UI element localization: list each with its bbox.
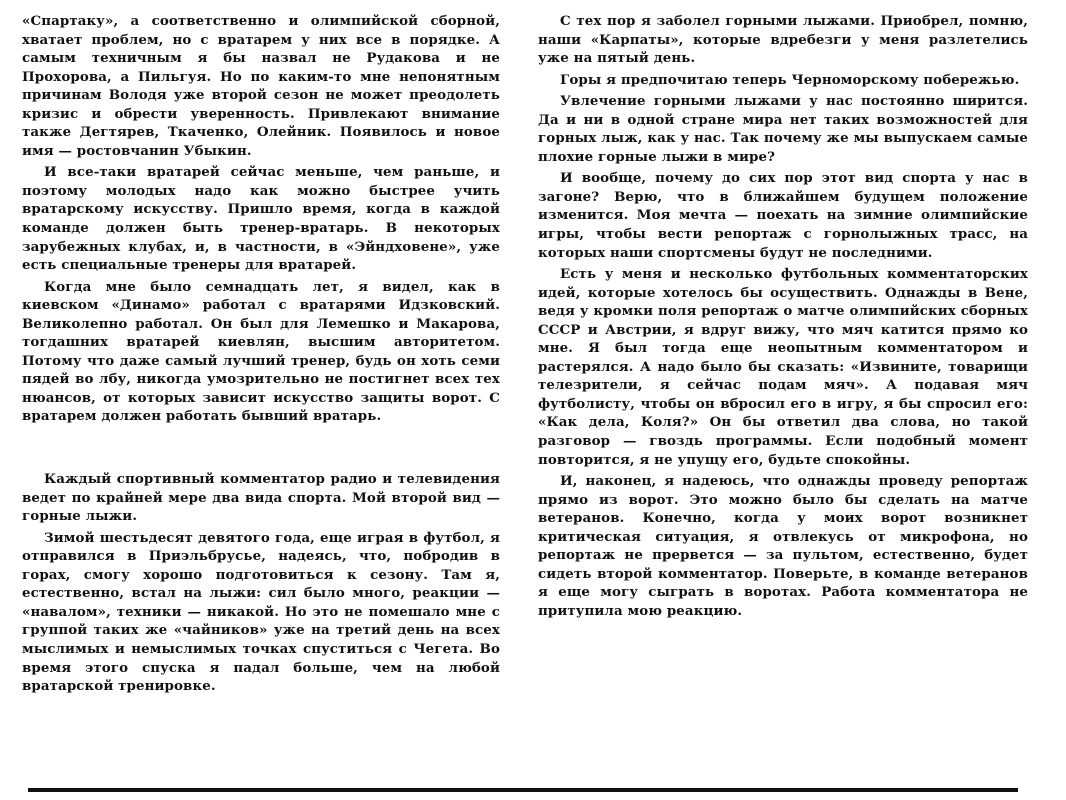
paragraph: Зимой шестьдесят девятого года, еще играя в футбол, я отправился в Приэльбрусье, надеясь, что, побродив в горах, смогу хорошо подготовиться к сезону. Там я, естественно, встал на лыжи: сил было много, реакции — «навалом», техники — никакой. Но это не помешало мне с группой таких же «чайников» уже на третий день на всех мыслимых и немыслимых точках спуститься с Чегета. Во время этого спуска я падал больше, чем на любой вратарской тренировке. [22,529,500,695]
paragraph: Горы я предпочитаю теперь Черноморскому побережью. [560,71,1020,88]
paragraph: «Спартаку», а соответственно и олимпийской сборной, хватает проблем, но с вратарем у них все в порядке. А самым техничным я бы назвал не Рудакова и не Прохорова, а Пильгуя. Но по каким-то мне непонятным причинам Володя уже второй сезон не может преодолеть кризис и обрести уверенность. Привлекают внимание также Дегтярев, Ткаченко, Олейник. Появилось и новое имя — ростовчанин Убыкин. [22,13,500,159]
paragraph: Увлечение горными лыжами у нас постоянно ширится. Да и ни в одной стране мира нет таких возможностей для горных лыж, как у нас. Так почему же мы выпускаем самые плохие горные лыжи в мире? [538,93,1028,165]
paragraph: Каждый спортивный комментатор радио и телевидения ведет по крайней мере два вида спорта. Мой второй вид — горные лыжи. [22,471,500,525]
paragraph: Есть у меня и несколько футбольных комментаторских идей, которые хотелось бы осуществить. Однажды в Вене, ведя у кромки поля репортаж о матче олимпийских сборных СССР и Австрии, я вдруг вижу, что мяч катится прямо ко мне. Я был тогда еще неопытным комментатором и растерялся. А надо было бы сказать: «Извините, товарищи телезрители, я сейчас подам мяч». А подавая мяч футболисту, чтобы он вбросил его в игру, я бы спросил его: «Как дела, Коля?» Он бы ответил два слова, но такой разговор — гвоздь программы. Если подобный момент повторится, я не упущу его, будьте спокойны. [538,266,1028,468]
left-column [22,12,500,696]
paragraph: С тех пор я заболел горными лыжами. Приобрел, помню, наши «Карпаты», которые вдребезги у меня разлетелись уже на пятый день. [538,13,1028,67]
right-column [538,12,1028,621]
paragraph: Когда мне было семнадцать лет, я видел, как в киевском «Динамо» работал с вратарями Идзковский. Великолепно работал. Он был для Лемешко и Макарова, тогдашних вратарей киевлян, высшим авторитетом. Потому что даже самый лучший тренер, будь он хоть семи пядей во лбу, никогда умозрительно не постигнет всех тех нюансов, от которых зависит искусство защиты ворот. С вратарем должен работать бывший вратарь. [22,278,500,425]
bottom-rule [28,788,1018,792]
paragraph: И все-таки вратарей сейчас меньше, чем раньше, и поэтому молодых надо как можно быстрее учить вратарскому искусству. Пришло время, когда в каждой команде должен быть тренер-вратарь. В некоторых зарубежных клубах, и, в частности, в «Эйндховене», уже есть специальные тренеры для вратарей. [22,164,500,274]
paragraph: И вообще, почему до сих пор этот вид спорта у нас в загоне? Верю, что в ближайшем будущем положение изменится. Моя мечта — поехать на зимние олимпийские игры, чтобы вести репортаж с горнолыжных трасс, на которых наши спортсмены будут не последними. [538,170,1028,261]
paragraph: И, наконец, я надеюсь, что однажды проведу репортаж прямо из ворот. Это можно было бы сделать на матче ветеранов. Конечно, когда у моих ворот возникнет критическая ситуация, я отвлекусь от микрофона, но репортаж не прервется — за пультом, естественно, будет сидеть второй комментатор. Поверьте, в команде ветеранов я еще могу сыграть в воротах. Работа комментатора не притупила мою реакцию. [538,473,1028,619]
section-break [22,426,500,470]
